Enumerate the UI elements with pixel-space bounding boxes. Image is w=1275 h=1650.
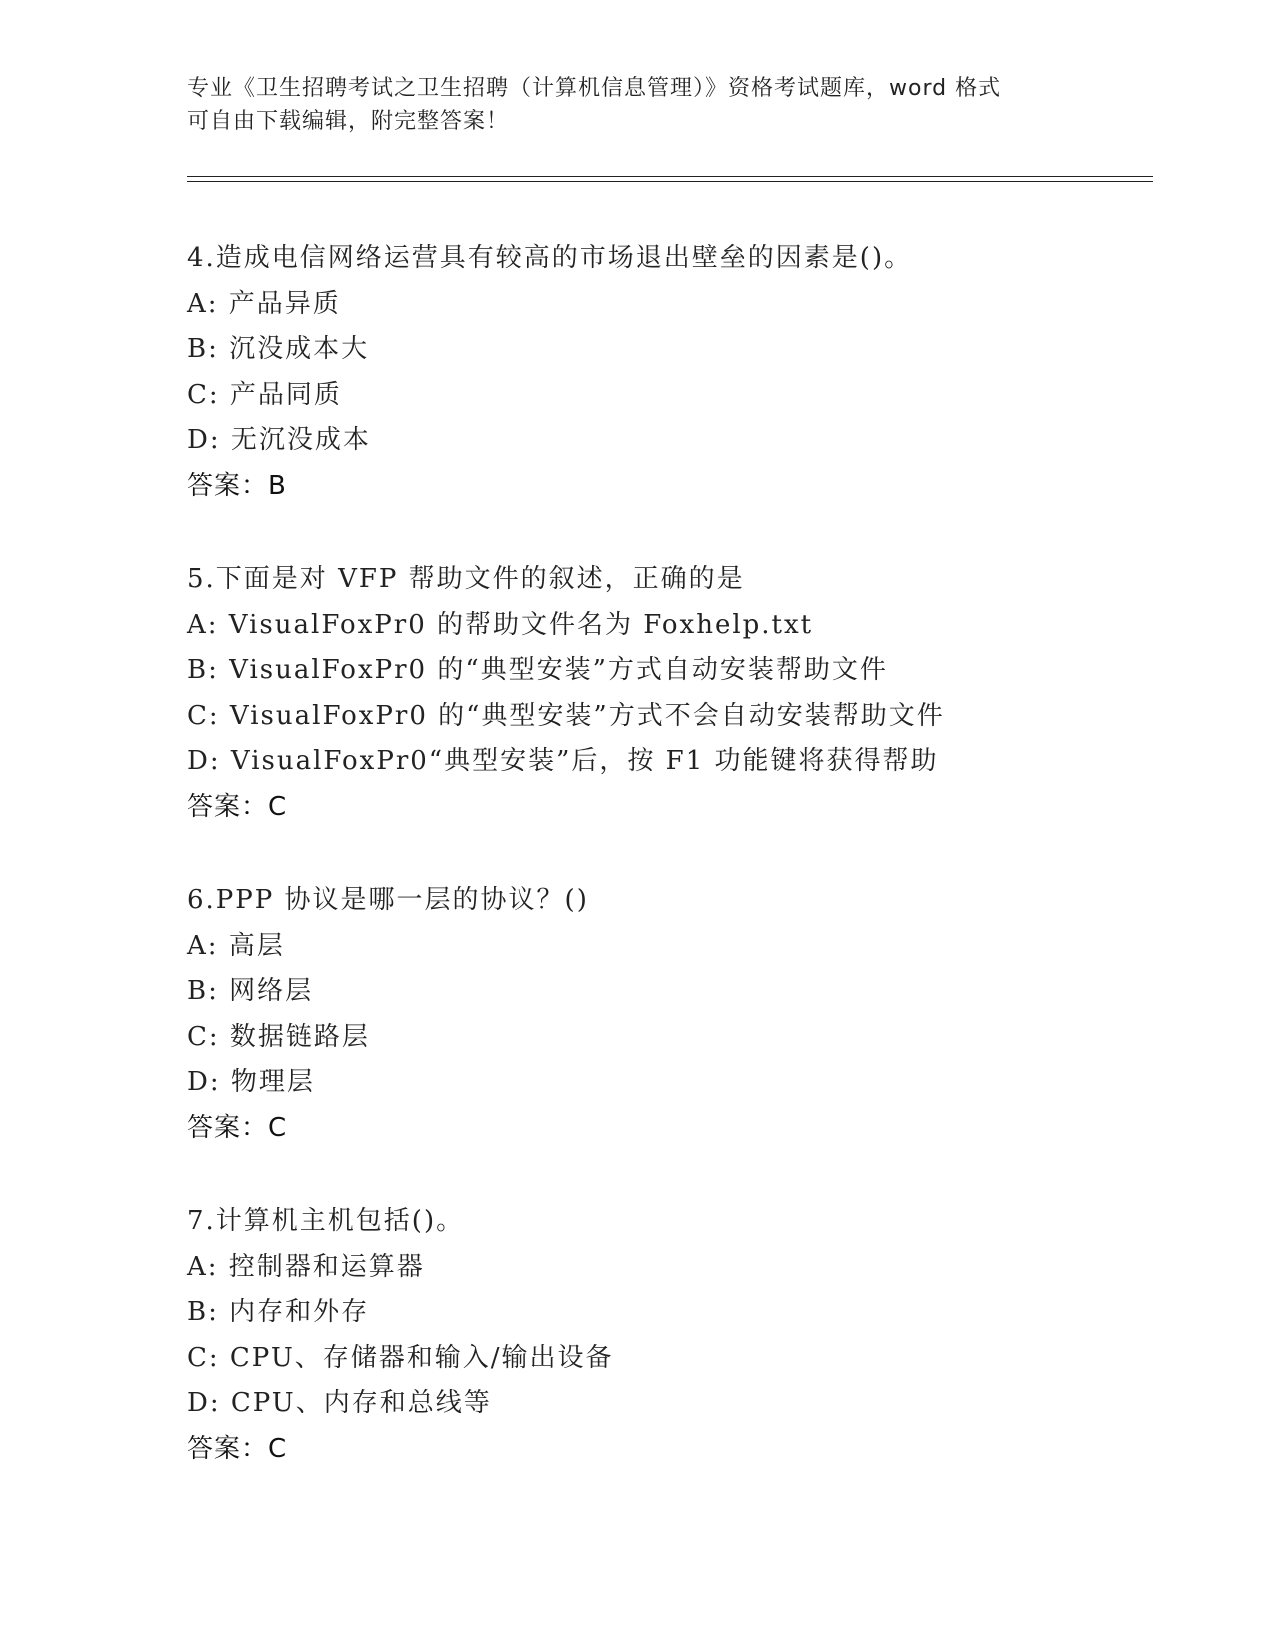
question-7 xyxy=(187,1199,1167,1472)
option-b: B: 网络层 xyxy=(187,976,314,1006)
option-d: D: CPU、内存和总线等 xyxy=(187,1388,492,1418)
document-header xyxy=(187,72,1067,138)
answer-label: 答案：C xyxy=(187,791,288,822)
question-6 xyxy=(187,878,1167,1151)
header-divider-bottom xyxy=(187,181,1153,182)
option-c: C: CPU、存储器和输入/输出设备 xyxy=(187,1342,614,1373)
question-list xyxy=(187,236,1167,1520)
answer-label: 答案：B xyxy=(187,470,287,501)
option-b: B: 内存和外存 xyxy=(187,1297,370,1327)
option-a: A: 产品异质 xyxy=(187,288,341,319)
option-b: B: VisualFoxPr0 的“典型安装”方式自动安装帮助文件 xyxy=(187,655,888,685)
option-c: C: VisualFoxPr0 的“典型安装”方式不会自动安装帮助文件 xyxy=(187,700,945,731)
option-d: D: 无沉没成本 xyxy=(187,425,371,455)
question-stem: 7.计算机主机包括()。 xyxy=(187,1206,465,1236)
option-b: B: 沉没成本大 xyxy=(187,334,370,364)
header-line-2: 可自由下载编辑，附完整答案！ xyxy=(187,109,510,134)
answer-label: 答案：C xyxy=(187,1112,288,1143)
question-5 xyxy=(187,557,1167,830)
question-4 xyxy=(187,236,1167,509)
option-c: C: 产品同质 xyxy=(187,379,342,410)
option-d: D: VisualFoxPr0“典型安装”后，按 F1 功能键将获得帮助 xyxy=(187,746,939,776)
question-stem: 6.PPP 协议是哪一层的协议？() xyxy=(187,885,589,915)
option-c: C: 数据链路层 xyxy=(187,1021,370,1052)
question-stem: 5.下面是对 VFP 帮助文件的叙述，正确的是 xyxy=(187,564,745,594)
header-divider-top xyxy=(187,176,1153,177)
option-a: A: 高层 xyxy=(187,930,285,961)
option-a: A: 控制器和运算器 xyxy=(187,1251,425,1282)
header-line-1: 专业《卫生招聘考试之卫生招聘（计算机信息管理）》资格考试题库，word 格式 xyxy=(187,76,1002,101)
question-stem: 4.造成电信网络运营具有较高的市场退出壁垒的因素是()。 xyxy=(187,243,913,273)
option-d: D: 物理层 xyxy=(187,1067,315,1097)
option-a: A: VisualFoxPr0 的帮助文件名为 Foxhelp.txt xyxy=(187,609,814,640)
answer-label: 答案：C xyxy=(187,1433,288,1464)
